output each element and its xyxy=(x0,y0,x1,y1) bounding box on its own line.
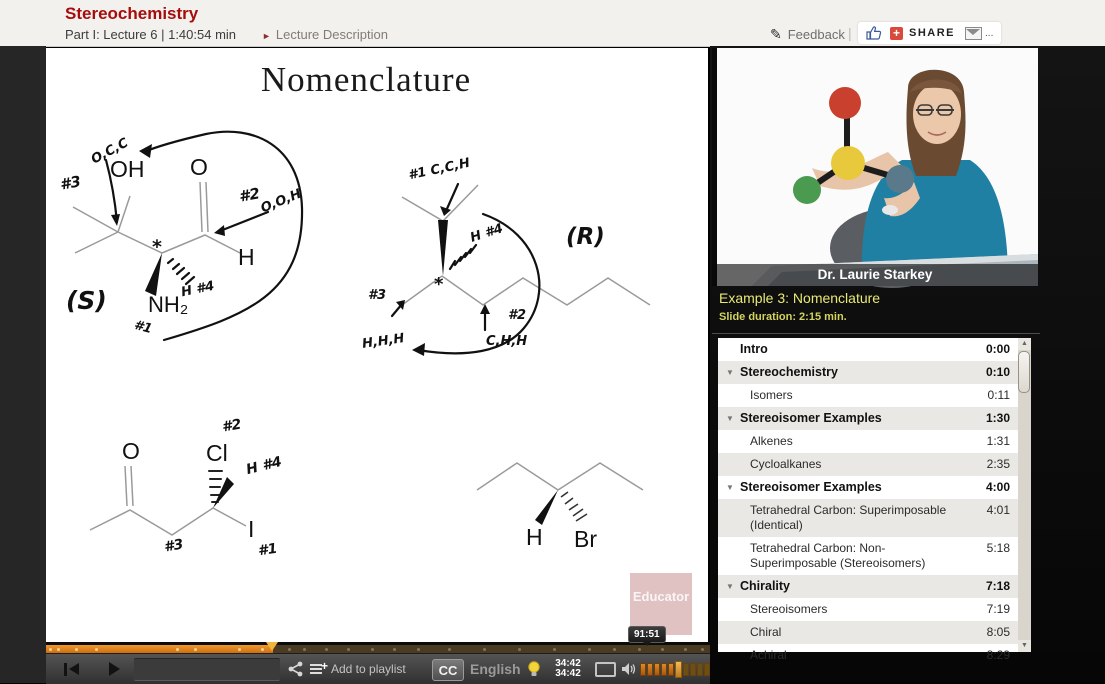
chapter-dot xyxy=(638,648,641,651)
page-title: Stereochemistry xyxy=(65,4,199,23)
lightbulb-icon xyxy=(527,660,541,678)
green-ball xyxy=(793,176,821,204)
toc-item-label: Tetrahedral Carbon: Non-Superimposable (Stereoisomers) xyxy=(750,541,926,570)
chem-label: #1 C,C,H xyxy=(407,155,472,184)
chem-label: H,H,H xyxy=(361,331,406,352)
chapter-dot xyxy=(325,648,328,651)
chem-label: (S) xyxy=(66,286,107,315)
add-to-playlist-button[interactable]: + Add to playlist xyxy=(310,654,406,684)
control-inset xyxy=(134,658,280,681)
volume-segment[interactable] xyxy=(640,663,646,676)
toc-item-time: 1:31 xyxy=(986,434,1010,448)
lightbulb-button[interactable] xyxy=(524,654,544,684)
toc-item-label: Stereochemistry xyxy=(740,365,838,379)
toc-item-time: 0:10 xyxy=(985,365,1010,379)
toc-item-label: Tetrahedral Carbon: Superimposable (Identical) xyxy=(750,503,947,532)
chem-label: Br xyxy=(574,526,597,552)
chapter-dot xyxy=(684,648,687,651)
structure-ketone-hand-marks xyxy=(209,471,234,508)
toc-row[interactable] xyxy=(718,537,1018,575)
structure-r-hand-marks xyxy=(392,184,539,356)
toc-item-label: Chirality xyxy=(740,579,791,593)
share-more[interactable]: ... xyxy=(985,27,994,39)
red-ball xyxy=(829,87,861,119)
toc-item-time: 0:00 xyxy=(985,342,1010,356)
chapter-dot xyxy=(448,648,451,651)
chevron-down-icon[interactable]: ▼ xyxy=(726,414,734,423)
toc-row[interactable] xyxy=(718,430,1018,453)
share-widget xyxy=(858,22,1001,44)
toc-row[interactable] xyxy=(718,407,1018,430)
addthis-share-icon[interactable]: + xyxy=(890,27,903,40)
toc-item-label: Isomers xyxy=(750,388,793,402)
scroll-down-button[interactable]: ▼ xyxy=(1018,640,1031,652)
toc-list xyxy=(718,338,1018,662)
scroll-up-button[interactable]: ▲ xyxy=(1018,338,1031,350)
chapter-dot xyxy=(347,648,350,651)
cc-language-label[interactable]: English xyxy=(470,661,521,677)
toc-item-time: 1:30 xyxy=(985,411,1010,425)
cc-button[interactable]: CC xyxy=(432,659,464,681)
chem-label: C,H,H xyxy=(486,334,528,349)
mail-icon[interactable] xyxy=(965,27,982,40)
chem-label: NH₂ xyxy=(148,292,189,317)
facebook-like-icon[interactable] xyxy=(866,26,882,40)
chem-label: H xyxy=(238,244,255,270)
toc-row[interactable] xyxy=(718,384,1018,407)
toc-item-time: 2:35 xyxy=(986,457,1010,471)
toc-item-time: 4:00 xyxy=(985,480,1010,494)
chem-label: #3 xyxy=(162,536,185,556)
previous-button[interactable] xyxy=(52,654,90,684)
chem-label: #2 xyxy=(508,308,527,323)
chapter-dot xyxy=(194,648,197,651)
volume-segment[interactable] xyxy=(668,663,674,676)
pencil-icon: ✎ xyxy=(770,26,782,42)
chem-label: #2 xyxy=(237,184,262,206)
chem-label: O,O,H xyxy=(258,186,304,217)
header-separator: | xyxy=(848,25,852,41)
toc-scrollbar[interactable] xyxy=(1018,338,1031,652)
chem-label: I xyxy=(248,516,255,542)
chem-label: #1 xyxy=(256,540,279,560)
chapter-dot xyxy=(288,648,291,651)
toc-row[interactable] xyxy=(718,338,1018,361)
example-title: Example 3: Nomenclature xyxy=(719,290,881,306)
header-bar xyxy=(0,0,1105,47)
chem-label: O xyxy=(190,154,208,180)
chem-label: H #4 xyxy=(244,453,284,479)
chapter-dot xyxy=(303,648,306,651)
toc-row[interactable] xyxy=(718,575,1018,598)
structure-bromopentane xyxy=(477,463,643,490)
toc-item-time: 7:18 xyxy=(985,579,1010,593)
lecture-slide xyxy=(46,48,708,642)
chapter-dot xyxy=(371,648,374,651)
toc-item-time: 4:01 xyxy=(986,503,1010,517)
chapter-dot xyxy=(553,648,556,651)
toc-row[interactable] xyxy=(718,598,1018,621)
chapter-dot xyxy=(393,648,396,651)
feedback-button[interactable]: ✎ Feedback xyxy=(770,26,845,42)
volume-segment[interactable] xyxy=(683,663,689,676)
toc-item-time: 8:29 xyxy=(986,648,1010,662)
chem-label: O,C,C xyxy=(88,135,131,168)
chevron-down-icon[interactable]: ▼ xyxy=(726,582,734,591)
chem-label: #3 xyxy=(58,172,83,194)
blue-ball xyxy=(886,165,914,193)
share-icon xyxy=(288,661,304,677)
instructor-name: Dr. Laurie Starkey xyxy=(817,267,933,282)
triangle-right-icon: ► xyxy=(262,31,271,41)
video-caption-block xyxy=(712,286,1105,332)
chem-label: (R) xyxy=(566,224,605,250)
chem-label: Cl xyxy=(206,440,228,466)
playhead-marker[interactable] xyxy=(266,642,278,651)
instructor-video[interactable] xyxy=(712,48,1038,286)
volume-slider[interactable] xyxy=(640,654,710,684)
volume-segment[interactable] xyxy=(654,663,660,676)
toc-row[interactable] xyxy=(718,476,1018,499)
scrollbar-thumb[interactable] xyxy=(1018,351,1030,393)
lecture-toc xyxy=(718,338,1031,662)
toc-row[interactable] xyxy=(718,621,1018,644)
lecture-meta: Part I: Lecture 6 | 1:40:54 min xyxy=(65,27,237,42)
chem-label: H #4 xyxy=(468,221,505,246)
chem-label: #3 xyxy=(368,288,387,303)
chem-label: * xyxy=(434,274,444,295)
toc-row[interactable] xyxy=(718,499,1018,537)
volume-handle[interactable] xyxy=(675,661,681,678)
time-total: 34:42 xyxy=(555,668,581,679)
chapter-dot xyxy=(661,648,664,651)
chapter-dot xyxy=(588,648,591,651)
fullscreen-icon xyxy=(595,662,616,677)
toc-item-label: Stereoisomer Examples xyxy=(740,480,882,494)
chapter-dot xyxy=(613,648,616,651)
share-video-button[interactable] xyxy=(284,654,308,684)
toc-item-time: 8:05 xyxy=(986,625,1010,639)
chapter-dot xyxy=(57,648,60,651)
slide-duration: Slide duration: 2:15 min. xyxy=(719,311,847,323)
toc-item-label: Stereoisomers xyxy=(750,602,828,616)
yellow-ball xyxy=(831,146,865,180)
toc-row[interactable] xyxy=(718,361,1018,384)
speaker-icon xyxy=(621,662,637,676)
time-current: 34:42 xyxy=(555,658,581,669)
mute-button[interactable] xyxy=(620,654,638,684)
toc-item-time: 0:11 xyxy=(987,388,1010,402)
playlist-icon: + xyxy=(310,663,325,675)
chapter-dot xyxy=(261,648,264,651)
skip-back-icon xyxy=(64,663,67,676)
toc-row[interactable] xyxy=(718,644,1018,667)
chapter-dot xyxy=(238,648,241,651)
chem-label: #1 xyxy=(132,317,154,338)
chapter-dot xyxy=(95,648,98,651)
chevron-down-icon[interactable]: ▼ xyxy=(726,368,734,377)
chem-label: #2 xyxy=(220,416,243,436)
chem-label: O xyxy=(122,438,140,464)
toc-item-label: Intro xyxy=(740,342,768,356)
time-display xyxy=(548,654,588,684)
volume-segment[interactable] xyxy=(697,663,703,676)
chapter-dot xyxy=(176,648,179,651)
play-button[interactable] xyxy=(94,654,134,684)
structure-ketone xyxy=(90,466,246,535)
progress-bar[interactable] xyxy=(46,645,710,653)
video-frame xyxy=(712,48,1038,286)
chapter-dot xyxy=(49,648,52,651)
toc-item-label: Stereoisomer Examples xyxy=(740,411,882,425)
toc-item-time: 7:19 xyxy=(986,602,1010,616)
video-left-edge xyxy=(712,48,717,286)
play-icon xyxy=(109,662,120,676)
chapter-dot xyxy=(483,648,486,651)
seek-tooltip: 91:51 xyxy=(628,626,666,643)
chem-label: OH xyxy=(110,156,145,182)
left-gutter xyxy=(0,46,46,683)
chapter-dot xyxy=(75,648,78,651)
toc-item-time: 5:18 xyxy=(986,541,1010,555)
toc-item-label: Achiral xyxy=(750,648,787,662)
chapter-dot xyxy=(518,648,521,651)
chem-label: H #4 xyxy=(179,278,216,301)
toc-row[interactable] xyxy=(718,453,1018,476)
divider xyxy=(712,333,1040,334)
lecture-description-link[interactable]: ► Lecture Description xyxy=(262,27,388,42)
chem-label: * xyxy=(152,236,162,258)
player-controls xyxy=(46,653,710,684)
chapter-dot xyxy=(417,648,420,651)
fullscreen-button[interactable] xyxy=(592,654,618,684)
chapter-dot xyxy=(701,648,704,651)
slide-title: Nomenclature xyxy=(260,60,472,99)
toc-item-label: Chiral xyxy=(750,625,782,639)
chevron-down-icon[interactable]: ▼ xyxy=(726,483,734,492)
structure-bromopentane-stereo xyxy=(535,490,587,525)
chem-label: H xyxy=(526,524,543,550)
share-label[interactable]: SHARE xyxy=(909,27,956,39)
volume-segment[interactable] xyxy=(647,663,653,676)
volume-segment[interactable] xyxy=(661,663,667,676)
toc-item-label: Alkenes xyxy=(750,434,793,448)
watermark-text: Educator xyxy=(632,589,690,604)
toc-item-label: Cycloalkanes xyxy=(750,457,822,471)
wristwatch xyxy=(882,205,898,215)
volume-segment[interactable] xyxy=(690,663,696,676)
